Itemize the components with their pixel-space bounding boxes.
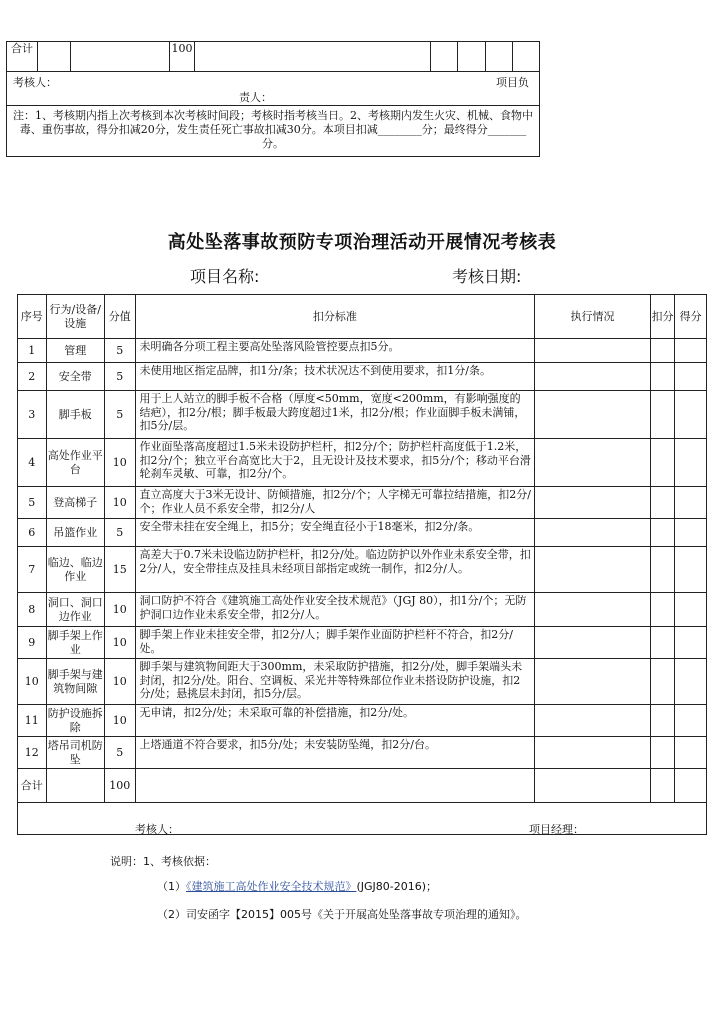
row-item: 吊篮作业	[46, 519, 104, 547]
row-status	[535, 519, 651, 547]
header-row	[18, 295, 707, 339]
previous-note: 注：1、考核期内指上次考核到本次考核时间段；考核时指考核当日。2、考核期内发生火灾、机械、食物中毒、重伤事故，得分扣减20分，发生责任死亡事故扣减30分。本项目扣减________分；最终得分_______分。	[7, 106, 540, 157]
row-earned	[675, 519, 707, 547]
row-earned	[675, 627, 707, 659]
row-number: 2	[18, 363, 47, 391]
row-deduct	[650, 547, 675, 593]
row-deduct	[650, 737, 675, 769]
row-item: 管理	[46, 339, 104, 363]
row-number: 12	[18, 737, 47, 769]
row-status	[535, 737, 651, 769]
row-standard: 洞口防护不符合《建筑施工高处作业安全技术规范》（JGJ 80），扣1分/个；无防护洞口边作业未系安全带，扣2分/人。	[135, 593, 535, 627]
row-deduct	[650, 659, 675, 705]
row-score: 5	[104, 391, 135, 439]
header-deduct: 扣分	[650, 295, 675, 339]
row-status	[535, 547, 651, 593]
row-item: 脚手架与建筑物间隙	[46, 659, 104, 705]
previous-pm-label: 项目负	[496, 76, 529, 89]
row-earned	[675, 487, 707, 519]
header-earned: 得分	[675, 295, 707, 339]
notes-item-2: （2）司安函字【2015】005号《关于开展高处坠落事故专项治理的通知》。	[157, 908, 527, 921]
examiner-label: 考核人：	[135, 822, 179, 836]
project-name-label: 项目名称:	[190, 267, 260, 286]
row-item: 临边、临边作业	[46, 547, 104, 593]
row-deduct	[650, 593, 675, 627]
row-earned	[675, 391, 707, 439]
row-item: 防护设施拆除	[46, 705, 104, 737]
total-row	[18, 769, 707, 803]
manager-label: 项目经理：	[529, 822, 584, 836]
row-number: 6	[18, 519, 47, 547]
header-score: 分值	[104, 295, 135, 339]
row-score: 5	[104, 737, 135, 769]
row-item: 安全带	[46, 363, 104, 391]
row-deduct	[650, 439, 675, 487]
row-standard: 直立高度大于3米无设计、防倾措施，扣2分/个；人字梯无可靠拉结措施，扣2分/个；作业人员不系安全带，扣2分/人	[135, 487, 535, 519]
row-standard: 脚手架与建筑物间距大于300mm，未采取防护措施，扣2分/处，脚手架端头未封闭，扣2分/处。阳台、空调板、采光井等特殊部位作业未搭设防护设施，扣2分/处；悬挑层未封闭，扣5分/层。	[135, 659, 535, 705]
row-earned	[675, 547, 707, 593]
row-standard: 高差大于0.7米未设临边防护栏杆，扣2分/处。临边防护以外作业未系安全带，扣2分/人，安全带挂点及挂具未经项目部指定或统一制作，扣2分/人。	[135, 547, 535, 593]
row-item: 塔吊司机防坠	[46, 737, 104, 769]
header-standard: 扣分标准	[135, 295, 535, 339]
row-item: 洞口、洞口边作业	[46, 593, 104, 627]
total-label: 合计	[18, 769, 47, 803]
previous-note-row	[7, 106, 540, 157]
row-deduct	[650, 705, 675, 737]
total-score: 100	[104, 769, 135, 803]
row-deduct	[650, 487, 675, 519]
row-earned	[675, 737, 707, 769]
table-row	[18, 547, 707, 593]
row-score: 10	[104, 659, 135, 705]
previous-total-row	[7, 42, 540, 72]
row-deduct	[650, 363, 675, 391]
row-deduct	[650, 391, 675, 439]
row-item: 脚手板	[46, 391, 104, 439]
table-row	[18, 439, 707, 487]
table-row	[18, 391, 707, 439]
row-deduct	[650, 339, 675, 363]
row-number: 11	[18, 705, 47, 737]
table-row	[18, 659, 707, 705]
row-earned	[675, 363, 707, 391]
row-earned	[675, 439, 707, 487]
table-row	[18, 363, 707, 391]
row-number: 10	[18, 659, 47, 705]
row-number: 5	[18, 487, 47, 519]
standard-link[interactable]: 《建筑施工高处作业安全技术规范》	[186, 880, 357, 893]
notes-item-1	[157, 878, 437, 894]
row-number: 3	[18, 391, 47, 439]
row-score: 10	[104, 593, 135, 627]
row-status	[535, 439, 651, 487]
row-item: 高处作业平台	[46, 439, 104, 487]
row-status	[535, 339, 651, 363]
header-item: 行为/设备/设施	[46, 295, 104, 339]
row-earned	[675, 339, 707, 363]
row-number: 9	[18, 627, 47, 659]
row-standard: 作业面坠落高度超过1.5米未设防护栏杆，扣2分/个；防护栏杆高度低于1.2米，扣2分/个；独立平台高宽比大于2，且无设计及技术要求，扣5分/个；移动平台滑轮刹车灵敏、可靠，扣2分/个。	[135, 439, 535, 487]
row-score: 10	[104, 705, 135, 737]
row-item: 脚手架上作业	[46, 627, 104, 659]
row-status	[535, 363, 651, 391]
row-score: 5	[104, 339, 135, 363]
row-standard: 上塔通道不符合要求，扣5分/处；未安装防坠绳，扣2分/台。	[135, 737, 535, 769]
row-earned	[675, 705, 707, 737]
row-earned	[675, 593, 707, 627]
row-standard: 安全带未挂在安全绳上，扣5分；安全绳直径小于18毫米，扣2分/条。	[135, 519, 535, 547]
row-number: 1	[18, 339, 47, 363]
table-row	[18, 737, 707, 769]
row-status	[535, 391, 651, 439]
previous-total-label: 合计	[7, 42, 38, 72]
table-row	[18, 627, 707, 659]
row-status	[535, 659, 651, 705]
row-standard: 未使用地区指定品牌，扣1分/条；技术状况达不到使用要求，扣1分/条。	[135, 363, 535, 391]
row-number: 8	[18, 593, 47, 627]
row-deduct	[650, 627, 675, 659]
row-standard: 用于上人站立的脚手板不合格（厚度<50mm，宽度<200mm，有影响强度的结疤），扣2分/根；脚手板最大跨度超过1米，扣2分/根；作业面脚手板未满铺，扣5分/层。	[135, 391, 535, 439]
row-deduct	[650, 519, 675, 547]
row-score: 5	[104, 363, 135, 391]
table-row	[18, 339, 707, 363]
table-row	[18, 519, 707, 547]
row-score: 10	[104, 439, 135, 487]
row-status	[535, 627, 651, 659]
table-row	[18, 593, 707, 627]
previous-sign-row	[7, 72, 540, 106]
sign-row	[18, 803, 707, 835]
row-score: 10	[104, 627, 135, 659]
row-score: 15	[104, 547, 135, 593]
table-row	[18, 487, 707, 519]
row-status	[535, 593, 651, 627]
row-number: 7	[18, 547, 47, 593]
notes-item-1-prefix: （1）	[157, 880, 186, 893]
page-title: 高处坠落事故预防专项治理活动开展情况考核表	[167, 232, 557, 253]
previous-table	[6, 41, 540, 157]
notes-item-1-suffix: (JGJ80-2016)；	[356, 880, 438, 893]
previous-examiner-label: 考核人：	[13, 76, 57, 89]
row-status	[535, 487, 651, 519]
row-earned	[675, 659, 707, 705]
row-status	[535, 705, 651, 737]
row-item: 登高梯子	[46, 487, 104, 519]
row-standard: 未明确各分项工程主要高处坠落风险管控要点扣5分。	[135, 339, 535, 363]
row-standard: 无申请，扣2分/处；未采取可靠的补偿措施，扣2分/处。	[135, 705, 535, 737]
notes-intro: 说明：1、考核依据：	[110, 855, 216, 868]
previous-total-score: 100	[170, 42, 195, 72]
row-score: 5	[104, 519, 135, 547]
row-score: 10	[104, 487, 135, 519]
assessment-table	[17, 294, 707, 835]
row-standard: 脚手架上作业未挂安全带，扣2分/人；脚手架作业面防护栏杆不符合，扣2分/处。	[135, 627, 535, 659]
previous-pm-label-tail: 责人：	[239, 91, 272, 104]
row-number: 4	[18, 439, 47, 487]
header-seq: 序号	[18, 295, 47, 339]
header-status: 执行情况	[535, 295, 651, 339]
table-row	[18, 705, 707, 737]
exam-date-label: 考核日期:	[452, 267, 522, 286]
